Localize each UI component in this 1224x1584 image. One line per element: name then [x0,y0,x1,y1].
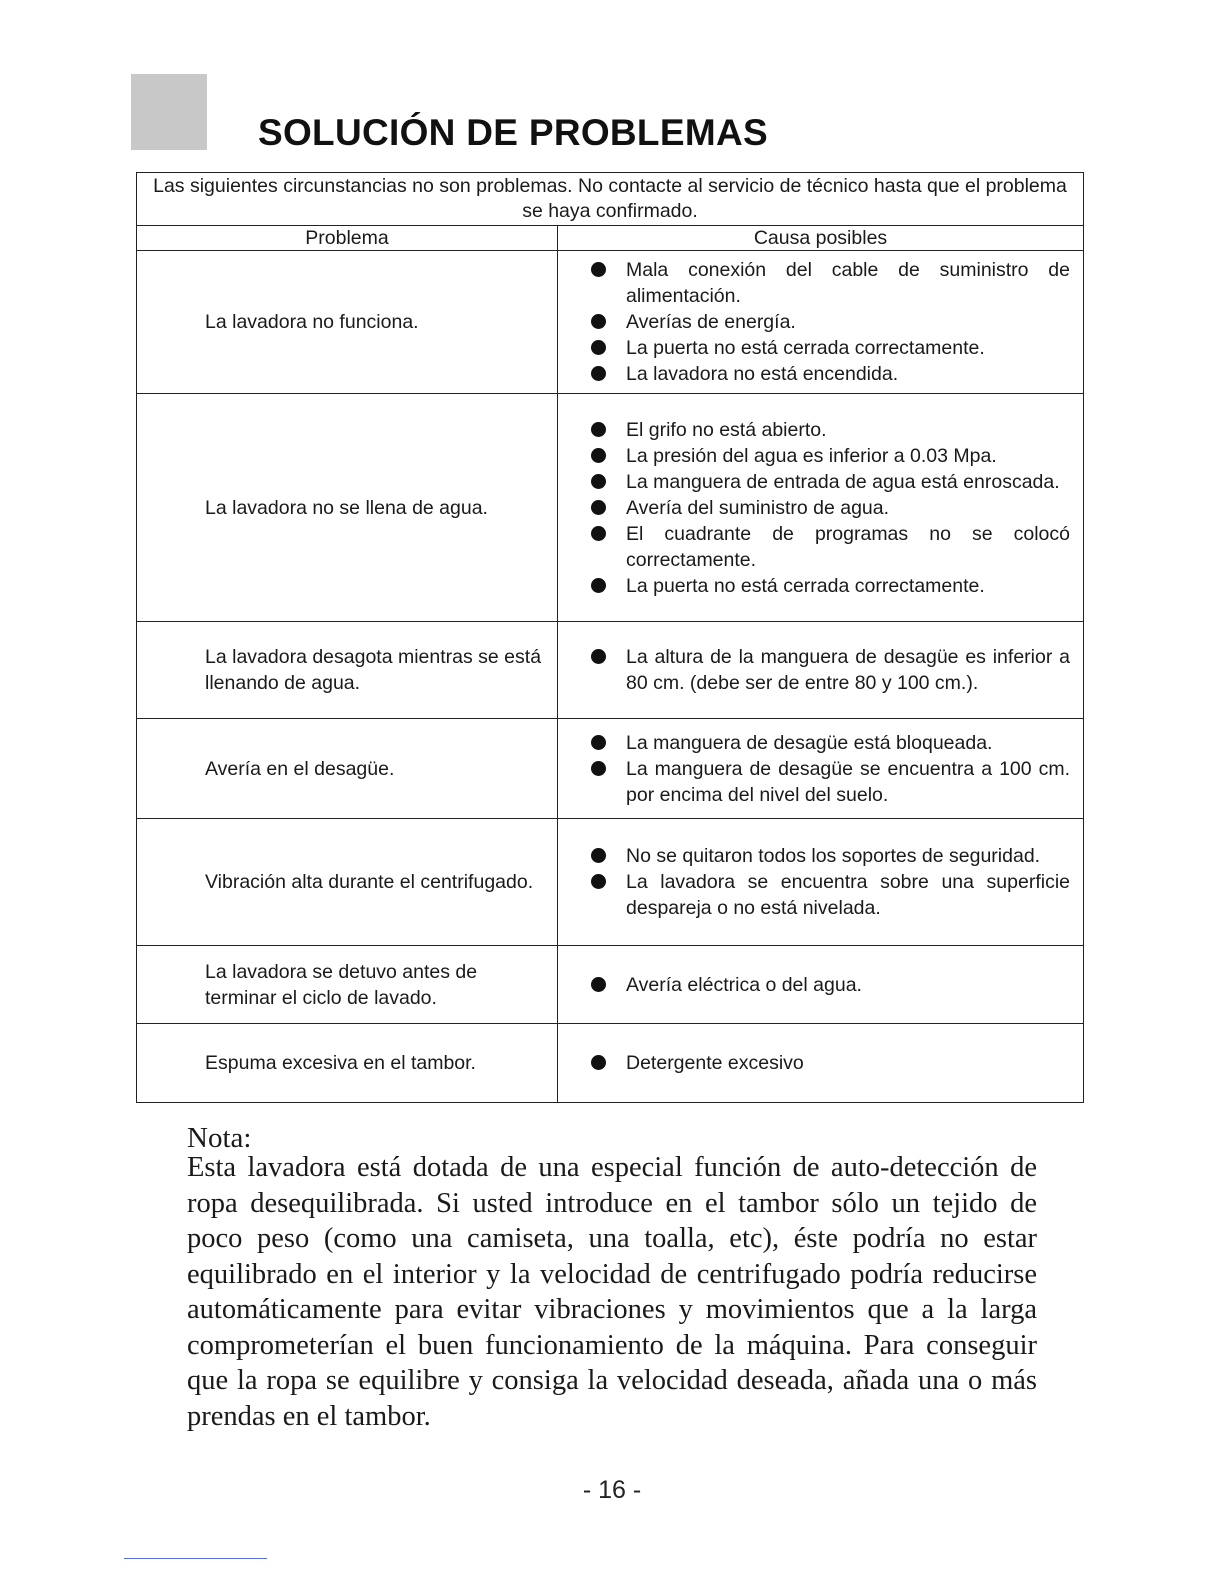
problem-cell: Espuma excesiva en el tambor. [137,1024,558,1103]
bullet-icon [591,500,606,515]
cause-item: La manguera de entrada de agua está enroscada. [590,469,1070,495]
problem-cell: Vibración alta durante el centrifugado. [137,819,558,946]
causes-cell [558,946,1084,1024]
column-header-problem: Problema [137,226,558,251]
bullet-icon [591,448,606,463]
bullet-icon [591,340,606,355]
cause-item: No se quitaron todos los soportes de seguridad. [590,843,1070,869]
section-marker-box [131,74,207,150]
cause-item: Detergente excesivo [590,1050,1070,1076]
causes-cell [558,1024,1084,1103]
problem-cell: La lavadora desagota mientras se está llenando de agua. [137,622,558,719]
footer-rule [124,1558,267,1559]
column-header-causes: Causa posibles [558,226,1084,251]
bullet-icon [591,735,606,750]
bullet-icon [591,366,606,381]
cause-item: Averías de energía. [590,309,1070,335]
cause-list [590,257,1070,387]
bullet-icon [591,761,606,776]
cause-item: La manguera de desagüe está bloqueada. [590,730,1070,756]
table-row [137,946,1084,1024]
table-row [137,719,1084,819]
cause-list [590,644,1070,696]
cause-item: La lavadora no está encendida. [590,361,1070,387]
cause-item: El cuadrante de programas no se colocó correctamente. [590,521,1070,573]
cause-list [590,730,1070,808]
bullet-icon [591,314,606,329]
cause-item: Avería eléctrica o del agua. [590,972,1070,998]
table-row [137,394,1084,622]
page-number: - 16 - [582,1476,642,1504]
table-row [137,1024,1084,1103]
bullet-icon [591,578,606,593]
cause-list [590,1050,1070,1076]
cause-list [590,972,1070,998]
cause-item: Avería del suministro de agua. [590,495,1070,521]
cause-item: La altura de la manguera de desagüe es inferior a 80 cm. (debe ser de entre 80 y 100 cm.). [590,644,1070,696]
table-row [137,819,1084,946]
cause-item: La puerta no está cerrada correctamente. [590,573,1070,599]
problem-cell: La lavadora se detuvo antes de terminar el ciclo de lavado. [137,946,558,1024]
cause-list [590,843,1070,921]
cause-item: La lavadora se encuentra sobre una superficie despareja o no está nivelada. [590,869,1070,921]
bullet-icon [591,262,606,277]
note-text: Esta lavadora está dotada de una especial función de auto-detección de ropa desequilibrada. Si usted introduce en el tambor sólo un tejido de poco peso (como una camiseta, una toalla, etc), éste podría no estar equilibrado en el interior y la velocidad de centrifugado podría reducirse automáticamente para evitar vibraciones y movimientos que a la larga comprometerían el buen funcionamiento de la máquina. Para conseguir que la ropa se equilibre y consiga la velocidad deseada, añada una o más prendas en el tambor. [187,1152,1037,1432]
causes-cell [558,622,1084,719]
causes-cell [558,719,1084,819]
cause-item: La puerta no está cerrada correctamente. [590,335,1070,361]
problem-cell: La lavadora no se llena de agua. [137,394,558,622]
note-label: Nota: [187,1122,252,1154]
cause-item: La manguera de desagüe se encuentra a 100 cm. por encima del nivel del suelo. [590,756,1070,808]
table-intro-row [137,173,1084,226]
bullet-icon [591,422,606,437]
cause-list [590,417,1070,599]
bullet-icon [591,848,606,863]
causes-cell [558,251,1084,394]
cause-item: El grifo no está abierto. [590,417,1070,443]
table-row [137,251,1084,394]
problem-cell: La lavadora no funciona. [137,251,558,394]
causes-cell [558,819,1084,946]
cause-item: La presión del agua es inferior a 0.03 Mpa. [590,443,1070,469]
bullet-icon [591,874,606,889]
bullet-icon [591,977,606,992]
bullet-icon [591,1055,606,1070]
problem-cell: Avería en el desagüe. [137,719,558,819]
troubleshooting-table [136,172,1084,1103]
table-header-row [137,226,1084,251]
causes-cell [558,394,1084,622]
bullet-icon [591,649,606,664]
table-row [137,622,1084,719]
cause-item: Mala conexión del cable de suministro de alimentación. [590,257,1070,309]
page-title: SOLUCIÓN DE PROBLEMAS [258,112,768,153]
bullet-icon [591,526,606,541]
bullet-icon [591,474,606,489]
table-intro: Las siguientes circunstancias no son problemas. No contacte al servicio de técnico hasta que el problema se haya confirmado. [137,173,1084,226]
